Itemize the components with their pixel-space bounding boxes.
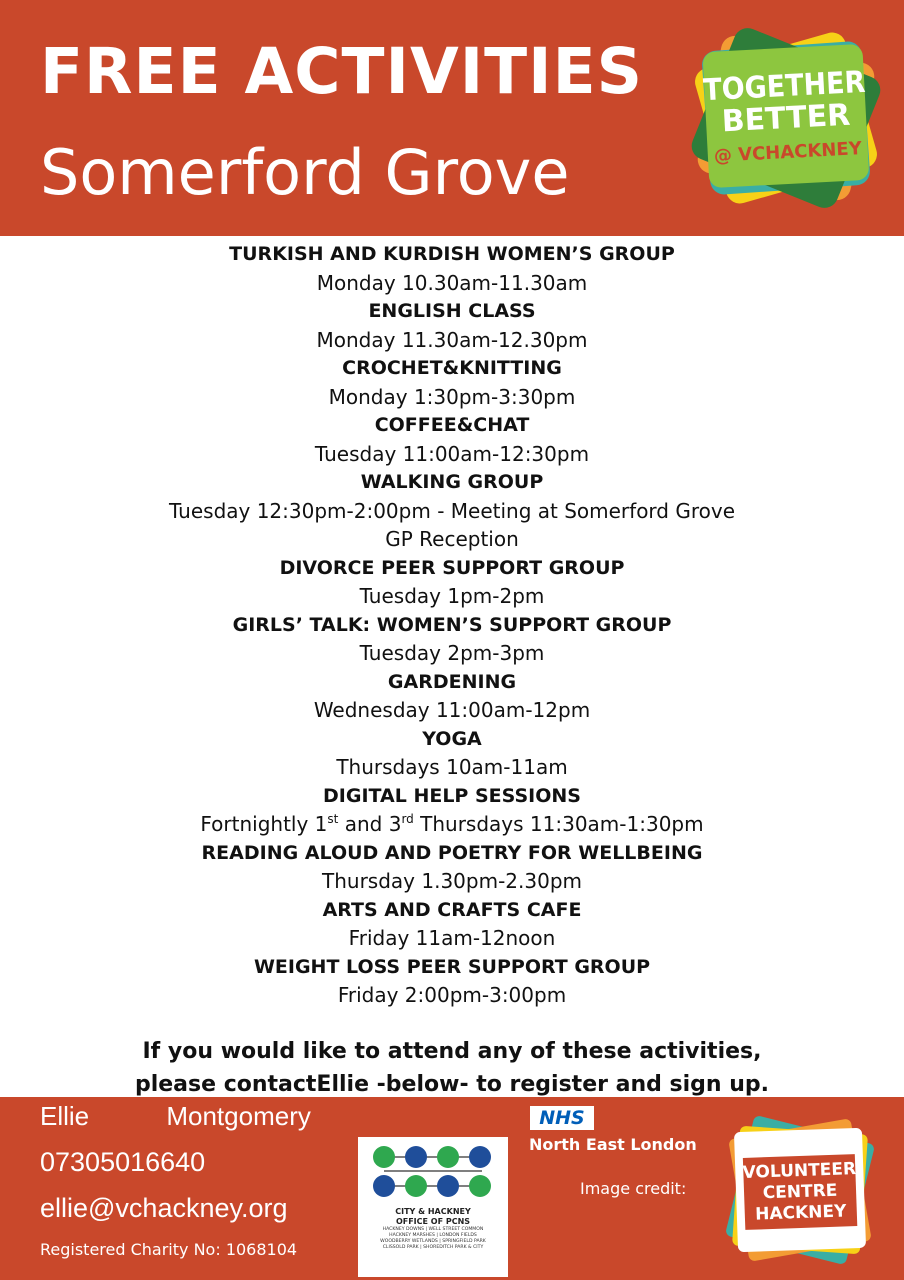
pcn-title-line: OFFICE OF PCNS xyxy=(395,1217,471,1226)
vc-logo-text-2: CENTRE xyxy=(762,1180,838,1204)
activity-item xyxy=(0,411,904,468)
logo-text-2: BETTER xyxy=(720,97,852,140)
activity-item xyxy=(0,782,904,839)
activity-time: Tuesday 2pm-3pm xyxy=(359,641,545,665)
activity-item xyxy=(0,725,904,782)
contact-phone[interactable]: 07305016640 xyxy=(40,1147,206,1177)
pcn-sub-line: CLISSOLD PARK | SHOREDITCH PARK & CITY xyxy=(382,1245,484,1250)
activity-time-continued: GP Reception xyxy=(385,527,519,551)
logo-text-3: @ VCHACKNEY xyxy=(713,138,863,167)
activity-name: ARTS AND CRAFTS CAFE xyxy=(322,898,582,921)
page-subtitle: Somerford Grove xyxy=(40,136,570,209)
cta-line-1: If you would like to attend any of these activities, xyxy=(142,1039,762,1064)
contact-email[interactable]: ellie@vchackney.org xyxy=(40,1193,288,1223)
cta-line-2: please contactEllie -below- to register and sign up. xyxy=(134,1072,770,1097)
activity-name: WALKING GROUP xyxy=(360,471,544,493)
activity-item xyxy=(0,611,904,668)
activity-item xyxy=(0,468,904,554)
pcn-sub-line: HACKNEY DOWNS | WELL STREET COMMON xyxy=(382,1227,484,1232)
pcn-sub-line: HACKNEY MARSHES | LONDON FIELDS xyxy=(389,1233,477,1238)
activity-time: Tuesday 12:30pm-2:00pm - Meeting at Somerford Grove xyxy=(168,498,736,523)
activity-time: Thursdays 10am-11am xyxy=(336,755,568,779)
activity-item xyxy=(0,953,904,1010)
call-to-action xyxy=(0,1035,904,1101)
activity-time: Tuesday 11:00am-12:30pm xyxy=(314,441,590,466)
vc-logo-text-1: VOLUNTEER xyxy=(742,1159,857,1183)
ordinal-suffix: rd xyxy=(401,812,414,826)
page-title: FREE ACTIVITIES xyxy=(40,35,643,108)
header-banner xyxy=(0,0,904,236)
activity-time xyxy=(0,810,904,839)
vc-logo-text-3: HACKNEY xyxy=(754,1201,847,1225)
pcn-sub-line: WOODBERRY WETLANDS | SPRINGFIELD PARK xyxy=(380,1239,486,1244)
activity-name: DIGITAL HELP SESSIONS xyxy=(323,784,581,807)
nhs-region: North East London xyxy=(529,1135,697,1154)
activity-name: ENGLISH CLASS xyxy=(368,300,536,322)
activity-time: Friday 2:00pm-3:00pm xyxy=(337,983,567,1007)
activity-name: CROCHET&KNITTING xyxy=(342,357,562,379)
activity-name: TURKISH AND KURDISH WOMEN’S GROUP xyxy=(229,243,675,265)
activity-name: GIRLS’ TALK: WOMEN’S SUPPORT GROUP xyxy=(232,613,672,636)
ordinal-suffix: st xyxy=(327,812,339,826)
pcn-title-line: CITY & HACKNEY xyxy=(395,1207,471,1216)
activity-time: Friday 11am-12noon xyxy=(348,926,556,950)
volunteer-centre-hackney-logo xyxy=(725,1105,875,1275)
activity-item xyxy=(0,839,904,896)
footer-banner xyxy=(0,1097,904,1280)
together-better-logo xyxy=(686,18,886,218)
activity-time: Wednesday 11:00am-12pm xyxy=(313,698,591,722)
pcn-subtitle xyxy=(358,1227,508,1251)
activity-time: Tuesday 1pm-2pm xyxy=(359,584,545,608)
activity-name: READING ALOUD AND POETRY FOR WELLBEING xyxy=(201,841,703,864)
activity-name: DIVORCE PEER SUPPORT GROUP xyxy=(279,556,625,579)
contact-name: Ellie Montgomery xyxy=(40,1101,311,1131)
activity-name: COFFEE&CHAT xyxy=(374,414,530,436)
activity-name: YOGA xyxy=(422,727,482,750)
pcn-title xyxy=(358,1207,508,1227)
charity-number: Registered Charity No: 1068104 xyxy=(40,1240,298,1259)
time-part: Fortnightly 1 xyxy=(200,812,328,836)
logo-text-1: TOGETHER xyxy=(702,64,867,109)
activity-item xyxy=(0,896,904,953)
activity-item xyxy=(0,354,904,411)
activity-time: Monday 10.30am-11.30am xyxy=(316,270,588,295)
time-part: Thursdays 11:30am-1:30pm xyxy=(413,812,704,836)
activity-name: GARDENING xyxy=(387,670,517,693)
image-credit-label: Image credit: xyxy=(580,1179,687,1198)
activity-item xyxy=(0,668,904,725)
activity-time: Monday 11.30am-12.30pm xyxy=(316,327,588,352)
nhs-logo-icon: NHS xyxy=(530,1106,594,1130)
activity-item xyxy=(0,240,904,297)
activity-time: Thursday 1.30pm-2.30pm xyxy=(322,869,582,893)
activity-name: WEIGHT LOSS PEER SUPPORT GROUP xyxy=(253,955,651,978)
time-part: and 3 xyxy=(338,812,402,836)
activities-list xyxy=(0,240,904,1010)
activity-item xyxy=(0,554,904,611)
activity-time: Monday 1:30pm-3:30pm xyxy=(328,384,576,409)
activity-item xyxy=(0,297,904,354)
